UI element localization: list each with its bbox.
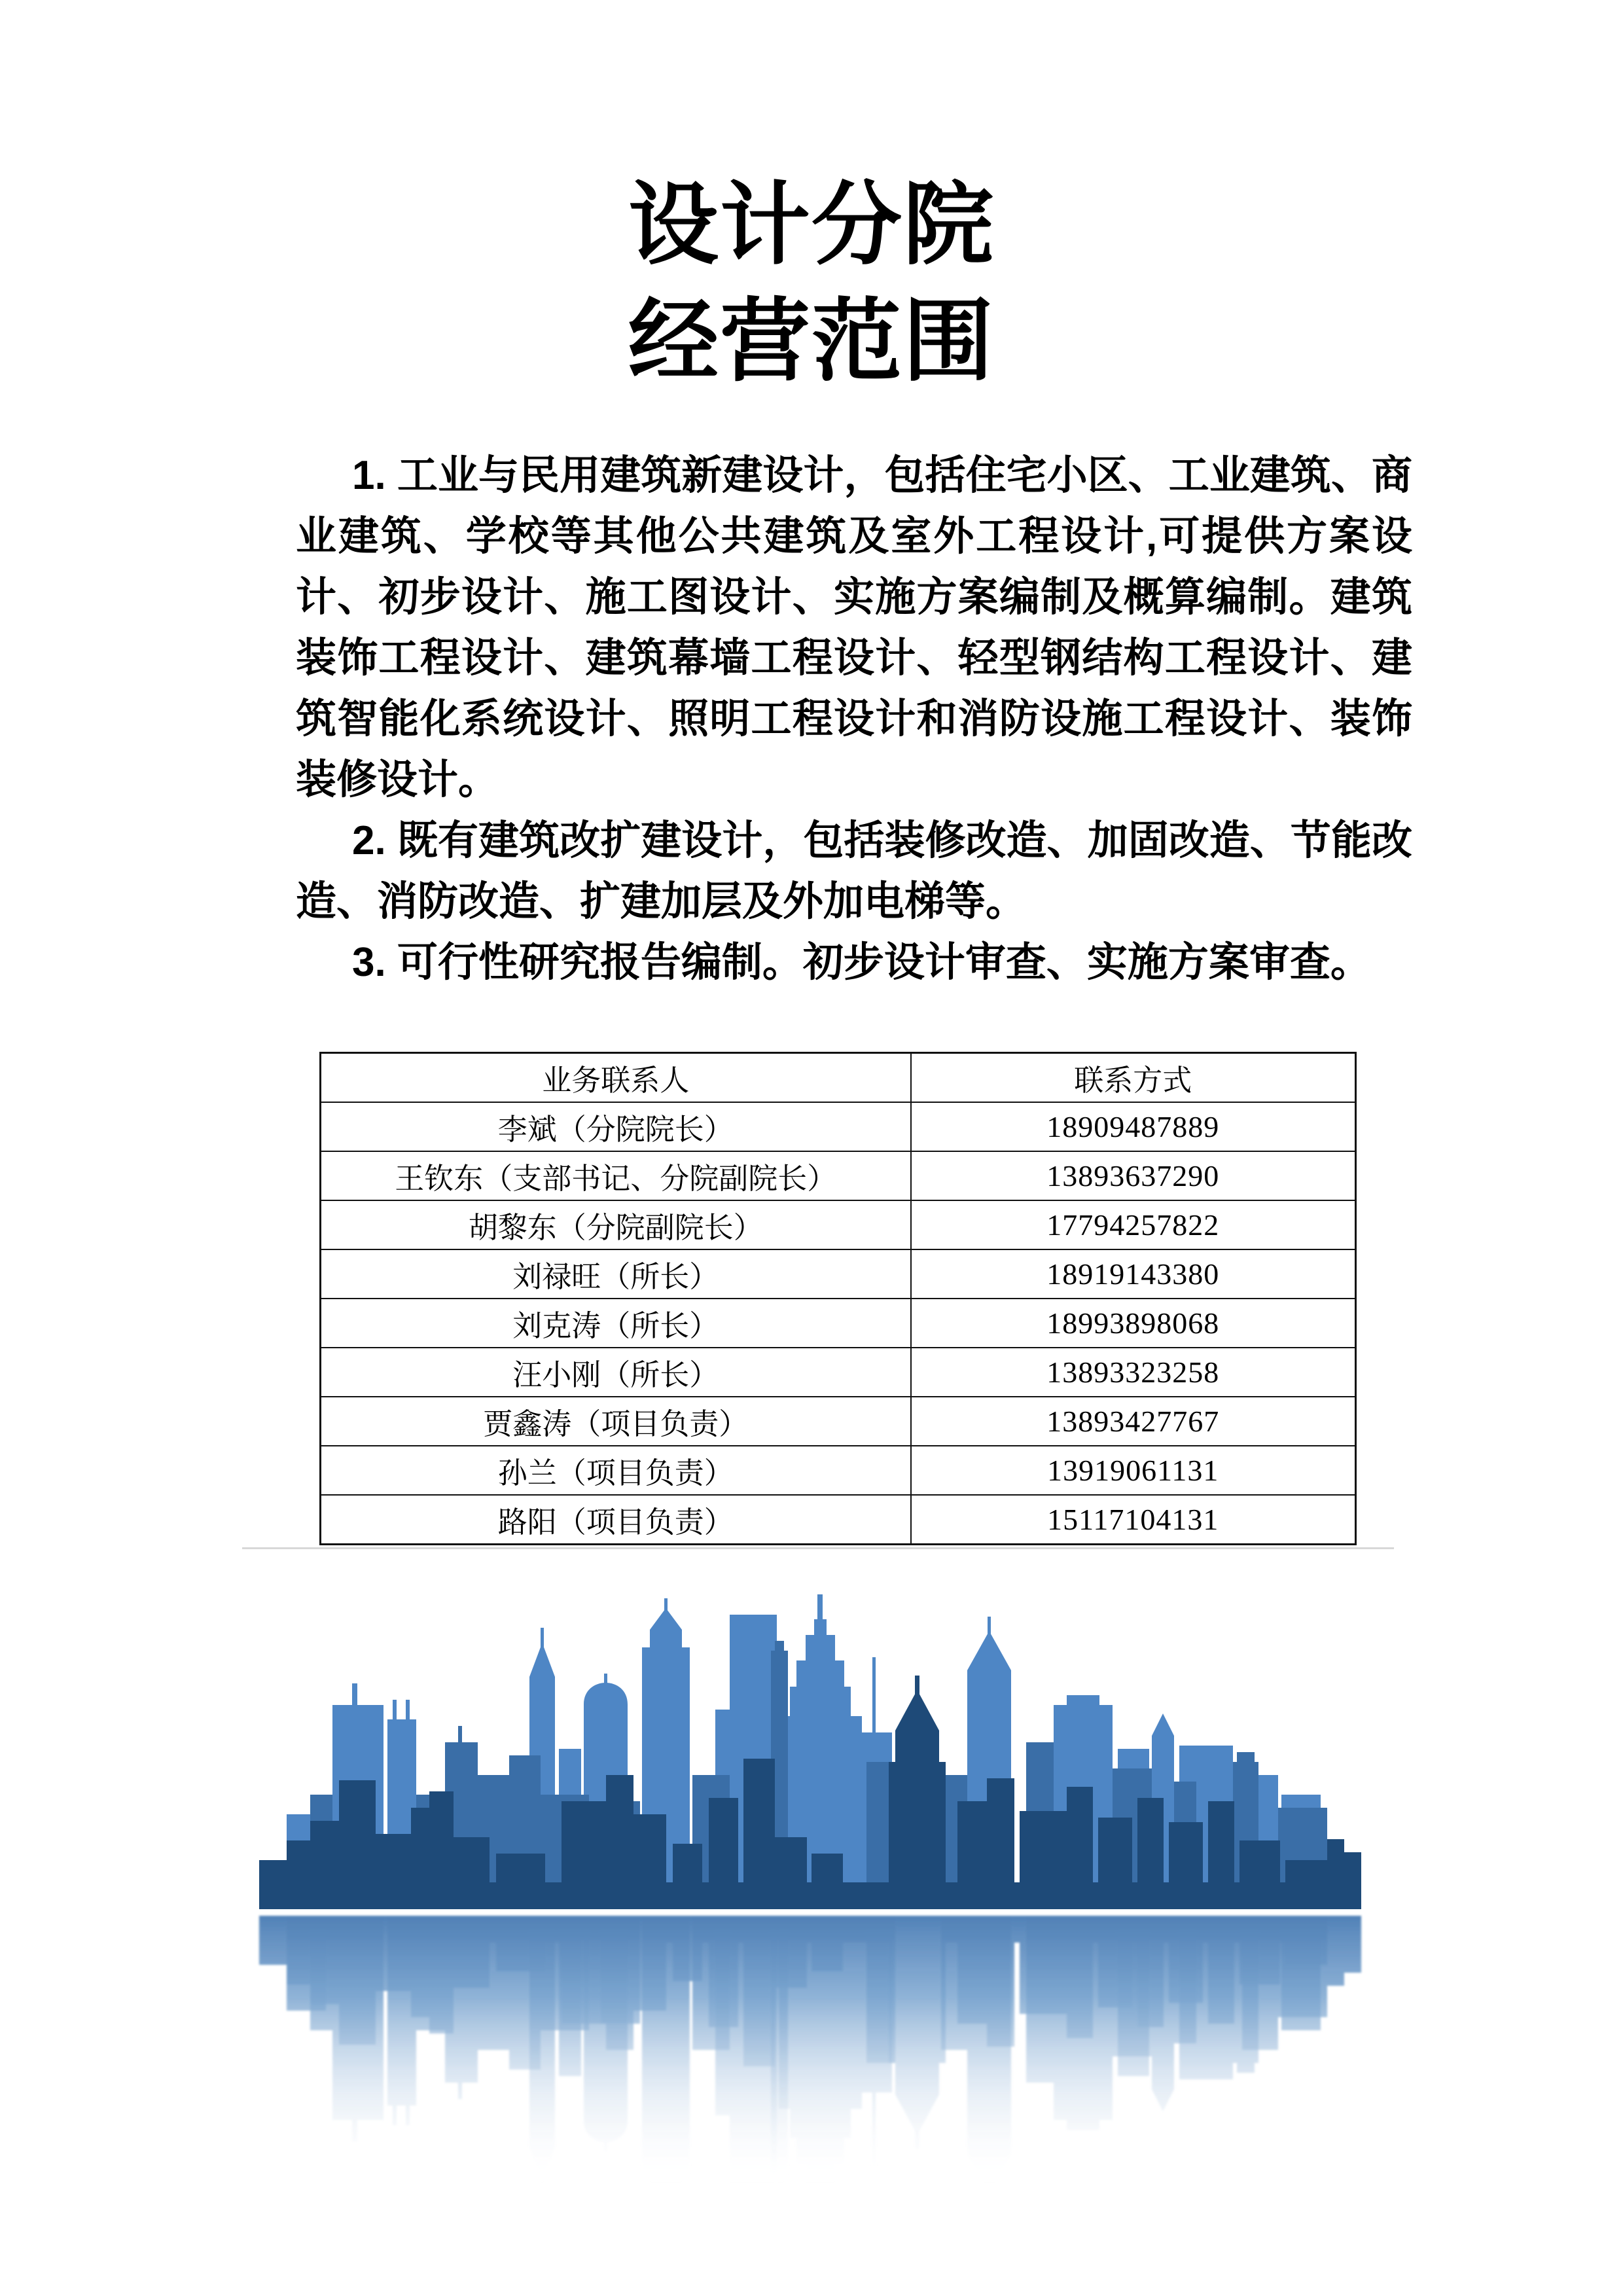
- contact-phone: 18919143380: [911, 1249, 1356, 1299]
- table-row: [321, 1299, 1356, 1348]
- page-title-line1: 设计分院: [628, 175, 995, 276]
- contact-name: 汪小刚（所长）: [321, 1348, 911, 1397]
- table-row: [321, 1151, 1356, 1200]
- scope-paragraph-1: 1. 工业与民用建筑新建设计，包括住宅小区、工业建筑、商业建筑、学校等其他公共建筑及室外工程设计,可提供方案设计、初步设计、施工图设计、实施方案编制及概算编制。建筑装饰工程设计、建筑幕墙工程设计、轻型钢结构工程设计、建筑智能化系统设计、照明工程设计和消防设施工程设计、装饰装修设计。: [296, 453, 1412, 802]
- table-row: [321, 1495, 1356, 1545]
- page-title: [0, 167, 1623, 400]
- column-header-contact-person: 业务联系人: [321, 1053, 911, 1103]
- contact-phone: 18909487889: [911, 1102, 1356, 1151]
- contact-name: 路阳（项目负责）: [321, 1495, 911, 1545]
- column-header-contact-method: 联系方式: [911, 1053, 1356, 1103]
- scope-paragraph-2: 2. 既有建筑改扩建设计，包括装修改造、加固改造、节能改造、消防改造、扩建加层及外加电梯等。: [296, 818, 1412, 924]
- table-row: [321, 1348, 1356, 1397]
- contact-phone: 17794257822: [911, 1200, 1356, 1249]
- skyline-city: [259, 1594, 1361, 1909]
- skyline-reflection: [259, 1916, 1361, 2200]
- contact-name: 贾鑫涛（项目负责）: [321, 1397, 911, 1446]
- contact-name: 李斌（分院院长）: [321, 1102, 911, 1151]
- page-title-line2: 经营范围: [628, 291, 995, 392]
- contact-phone: 15117104131: [911, 1495, 1356, 1545]
- table-row: [321, 1397, 1356, 1446]
- contact-phone: 13919061131: [911, 1446, 1356, 1495]
- city-skyline-illustration: [247, 1579, 1373, 2200]
- contact-name: 胡黎东（分院副院长）: [321, 1200, 911, 1249]
- horizontal-divider: [242, 1547, 1394, 1549]
- table-row: [321, 1249, 1356, 1299]
- contact-name: 王钦东（支部书记、分院副院长）: [321, 1151, 911, 1200]
- contact-phone: 18993898068: [911, 1299, 1356, 1348]
- table-row: [321, 1200, 1356, 1249]
- contact-name: 刘禄旺（所长）: [321, 1249, 911, 1299]
- contact-name: 孙兰（项目负责）: [321, 1446, 911, 1495]
- contact-phone: 13893637290: [911, 1151, 1356, 1200]
- table-row: [321, 1446, 1356, 1495]
- contact-phone: 13893427767: [911, 1397, 1356, 1446]
- contact-name: 刘克涛（所长）: [321, 1299, 911, 1348]
- contact-table: [319, 1052, 1357, 1545]
- contact-table-header-row: [321, 1053, 1356, 1103]
- business-scope-text: [296, 445, 1412, 993]
- table-row: [321, 1102, 1356, 1151]
- scope-paragraph-3: 3. 可行性研究报告编制。初步设计审查、实施方案审查。: [352, 940, 1371, 985]
- contact-phone: 13893323258: [911, 1348, 1356, 1397]
